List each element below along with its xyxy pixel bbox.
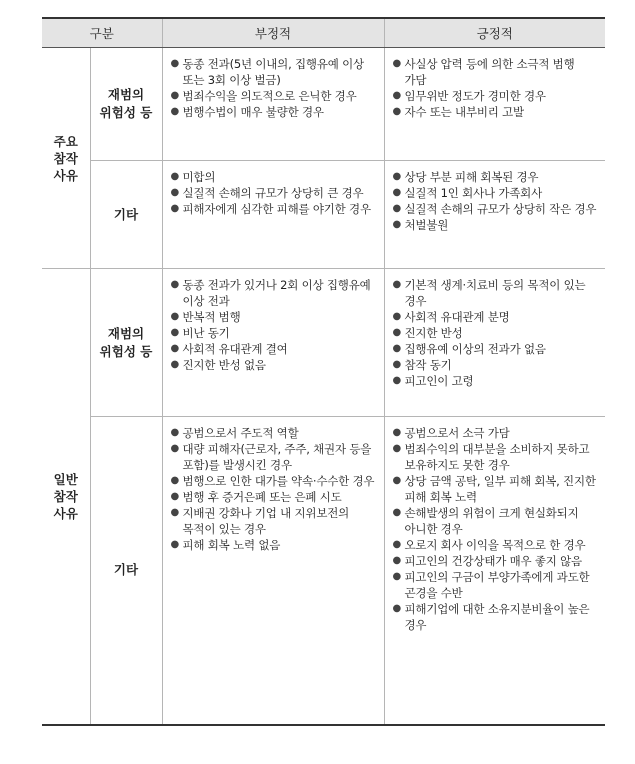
negative-cell [162, 161, 384, 269]
bullet-icon [393, 56, 402, 72]
label-line: 일반 [53, 471, 78, 487]
list-item [171, 473, 376, 489]
list-item-text: 사실상 압력 등에 의한 소극적 범행 가담 [404, 57, 575, 87]
table-row [42, 48, 605, 161]
bullet-icon [393, 357, 402, 373]
bullet-icon [171, 169, 180, 185]
positive-list [393, 277, 598, 389]
negative-list [171, 425, 376, 553]
list-item-text: 대량 피해자(근로자, 주주, 채권자 등을 포함)를 발생시킨 경우 [182, 442, 372, 472]
label-line: 사유 [53, 167, 78, 183]
list-item-text: 미합의 [182, 170, 216, 184]
list-item [171, 88, 376, 104]
list-item [393, 373, 598, 389]
bullet-icon [393, 425, 402, 441]
list-item [171, 537, 376, 553]
list-item-text: 사회적 유대관계 결여 [182, 342, 288, 356]
header-positive: 긍정적 [384, 18, 605, 48]
list-item [393, 357, 598, 373]
bullet-icon [171, 505, 180, 521]
bullet-icon [171, 325, 180, 341]
list-item [171, 505, 376, 537]
negative-cell [162, 417, 384, 725]
list-item-text: 피고인이 고령 [404, 374, 474, 388]
bullet-icon [171, 104, 180, 120]
list-item-text: 실질적 손해의 규모가 상당히 큰 경우 [182, 186, 364, 200]
bullet-icon [393, 309, 402, 325]
bullet-icon [393, 601, 402, 617]
label-line: 주요 [53, 133, 78, 149]
bullet-icon [393, 341, 402, 357]
list-item [393, 569, 598, 601]
negative-cell [162, 48, 384, 161]
table-row [42, 269, 605, 417]
group-label [42, 48, 90, 269]
list-item-text: 공범으로서 소극 가담 [404, 426, 510, 440]
positive-list [393, 56, 598, 120]
list-item [393, 553, 598, 569]
label-line: 기타 [113, 206, 139, 222]
bullet-icon [393, 441, 402, 457]
list-item-text: 범행수법이 매우 불량한 경우 [182, 105, 324, 119]
bullet-icon [171, 185, 180, 201]
bullet-icon [393, 88, 402, 104]
list-item-text: 임무위반 정도가 경미한 경우 [404, 89, 546, 103]
category-label [100, 87, 153, 120]
bullet-icon [171, 537, 180, 553]
category-label [114, 562, 138, 577]
bullet-icon [393, 569, 402, 585]
bullet-icon [171, 441, 180, 457]
bullet-icon [171, 473, 180, 489]
bullet-icon [171, 309, 180, 325]
header-row [42, 18, 605, 48]
bullet-icon [393, 325, 402, 341]
bullet-icon [393, 553, 402, 569]
bullet-icon [171, 56, 180, 72]
list-item [171, 277, 376, 309]
bullet-icon [393, 277, 402, 293]
positive-cell [384, 48, 605, 161]
list-item-text: 피고인의 구금이 부양가족에게 과도한 곤경을 수반 [404, 570, 590, 600]
list-item-text: 자수 또는 내부비리 고발 [404, 105, 524, 119]
category-label [100, 326, 153, 359]
category-cell [90, 417, 162, 725]
list-item-text: 범행으로 인한 대가를 약속·수수한 경우 [182, 474, 375, 488]
list-item-text: 피해자에게 심각한 피해를 야기한 경우 [182, 202, 371, 216]
list-item [171, 325, 376, 341]
bullet-icon [171, 425, 180, 441]
list-item [171, 309, 376, 325]
criteria-table [42, 17, 605, 726]
list-item-text: 공범으로서 주도적 역할 [182, 426, 299, 440]
list-item [393, 104, 598, 120]
list-item [171, 441, 376, 473]
list-item [393, 537, 598, 553]
list-item [171, 104, 376, 120]
bullet-icon [171, 88, 180, 104]
list-item-text: 진지한 반성 없음 [182, 358, 266, 372]
table-row [42, 417, 605, 725]
list-item [393, 325, 598, 341]
positive-list [393, 425, 598, 633]
label-line: 재범의 [107, 87, 145, 102]
list-item-text: 피고인의 건강상태가 매우 좋지 않음 [404, 554, 582, 568]
list-item [393, 217, 598, 233]
header-negative: 부정적 [162, 18, 384, 48]
list-item-text: 비난 동기 [182, 326, 230, 340]
list-item [171, 357, 376, 373]
list-item-text: 사회적 유대관계 분명 [404, 310, 510, 324]
negative-list [171, 277, 376, 373]
list-item [393, 201, 598, 217]
list-item [393, 425, 598, 441]
list-item-text: 범죄수익의 대부분을 소비하지 못하고 보유하지도 못한 경우 [404, 442, 590, 472]
list-item-text: 상당 금액 공탁, 일부 피해 회복, 진지한 피해 회복 노력 [404, 474, 596, 504]
bullet-icon [171, 357, 180, 373]
list-item [393, 309, 598, 325]
list-item-text: 피해 회복 노력 없음 [182, 538, 281, 552]
positive-list [393, 169, 598, 233]
list-item-text: 참작 동기 [404, 358, 452, 372]
bullet-icon [171, 489, 180, 505]
list-item-text: 동종 전과(5년 이내의, 집행유예 이상 또는 3회 이상 벌금) [182, 57, 364, 87]
list-item-text: 범죄수익을 의도적으로 은닉한 경우 [182, 89, 357, 103]
list-item-text: 손해발생의 위험이 크게 현실화되지 아니한 경우 [404, 506, 579, 536]
list-item [171, 341, 376, 357]
list-item [171, 56, 376, 88]
list-item [171, 425, 376, 441]
list-item-text: 피해기업에 대한 소유지분비율이 높은 경우 [404, 602, 590, 632]
bullet-icon [393, 473, 402, 489]
bullet-icon [393, 169, 402, 185]
list-item [393, 505, 598, 537]
list-item [393, 88, 598, 104]
list-item [393, 169, 598, 185]
label-line: 사유 [53, 505, 78, 521]
header-category: 구분 [42, 18, 162, 48]
bullet-icon [393, 104, 402, 120]
list-item [171, 185, 376, 201]
positive-cell [384, 269, 605, 417]
label-line: 위험성 등 [99, 105, 153, 120]
label-line: 참작 [53, 150, 78, 166]
positive-cell [384, 417, 605, 725]
list-item-text: 집행유예 이상의 전과가 없음 [404, 342, 546, 356]
category-cell [90, 269, 162, 417]
list-item [393, 185, 598, 201]
list-item-text: 진지한 반성 [404, 326, 463, 340]
table-row [42, 161, 605, 269]
list-item-text: 지배권 강화나 기업 내 지위보전의 목적이 있는 경우 [182, 506, 350, 536]
list-item-text: 범행 후 증거은폐 또는 은폐 시도 [182, 490, 342, 504]
list-item [393, 56, 598, 88]
bullet-icon [171, 201, 180, 217]
list-item-text: 동종 전과가 있거나 2회 이상 집행유예 이상 전과 [182, 278, 371, 308]
bullet-icon [171, 277, 180, 293]
label-line: 기타 [113, 562, 139, 578]
bullet-icon [171, 341, 180, 357]
negative-cell [162, 269, 384, 417]
list-item [393, 441, 598, 473]
category-label [114, 207, 138, 222]
list-item-text: 처벌불원 [404, 218, 449, 232]
label-line: 참작 [53, 488, 78, 504]
list-item-text: 기본적 생계·치료비 등의 목적이 있는 경우 [404, 278, 586, 308]
list-item [171, 169, 376, 185]
list-item-text: 실질적 손해의 규모가 상당히 작은 경우 [404, 202, 597, 216]
group-label-text [54, 472, 78, 521]
list-item-text: 상당 부분 피해 회복된 경우 [404, 170, 539, 184]
category-cell [90, 161, 162, 269]
bullet-icon [393, 505, 402, 521]
list-item [393, 601, 598, 633]
positive-cell [384, 161, 605, 269]
list-item-text: 오로지 회사 이익을 목적으로 한 경우 [404, 538, 586, 552]
list-item [393, 277, 598, 309]
label-line: 위험성 등 [99, 343, 153, 359]
label-line: 재범의 [107, 325, 145, 341]
category-cell [90, 48, 162, 161]
bullet-icon [393, 217, 402, 233]
negative-list [171, 56, 376, 120]
negative-list [171, 169, 376, 217]
group-label-text [54, 134, 78, 183]
bullet-icon [393, 201, 402, 217]
list-item-text: 반복적 범행 [182, 310, 241, 324]
list-item [393, 473, 598, 505]
group-label [42, 269, 90, 725]
list-item [171, 489, 376, 505]
bullet-icon [393, 537, 402, 553]
bullet-icon [393, 373, 402, 389]
list-item [171, 201, 376, 217]
list-item [393, 341, 598, 357]
bullet-icon [393, 185, 402, 201]
list-item-text: 실질적 1인 회사나 가족회사 [404, 186, 542, 200]
